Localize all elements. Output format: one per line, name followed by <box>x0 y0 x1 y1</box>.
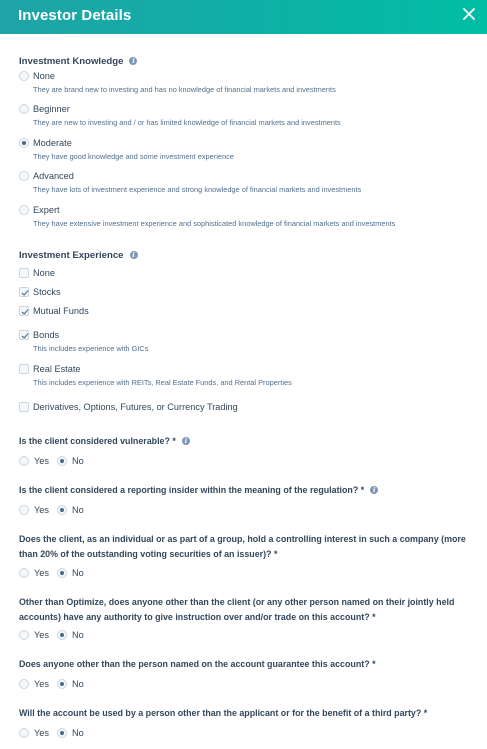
guarantee-yes-radio[interactable] <box>19 679 29 689</box>
question-reporting-insider-text: Is the client considered a reporting insider within the meaning of the regulation? * <box>19 485 365 495</box>
experience-checkbox-mutual-funds[interactable] <box>19 306 29 316</box>
third-party-use-yes-radio[interactable] <box>19 728 29 738</box>
question-vulnerable <box>19 434 469 449</box>
third-party-use-no-radio[interactable] <box>57 728 67 738</box>
investment-experience-label-text: Investment Experience <box>19 250 124 261</box>
experience-checkbox-bonds[interactable] <box>19 330 29 340</box>
experience-option-real-estate-desc: This includes experience with REITs, Real Estate Funds, and Rental Properties <box>33 378 292 387</box>
vulnerable-no-radio[interactable] <box>57 456 67 466</box>
checkmark-icon <box>21 332 29 340</box>
controlling-interest-yes-label: Yes <box>34 568 49 578</box>
checkmark-icon <box>21 289 29 297</box>
experience-checkbox-derivatives[interactable] <box>19 402 29 412</box>
experience-option-real-estate-label: Real Estate <box>33 364 81 374</box>
reporting-insider-yes-label: Yes <box>34 505 49 515</box>
knowledge-option-none-desc: They are brand new to investing and has no knowledge of financial markets and investments <box>33 85 336 94</box>
info-icon[interactable]: i <box>370 486 378 494</box>
experience-checkbox-none[interactable] <box>19 268 29 278</box>
knowledge-radio-advanced[interactable] <box>19 171 29 181</box>
knowledge-option-moderate-desc: They have good knowledge and some investment experience <box>33 152 234 161</box>
investment-experience-label <box>19 250 138 261</box>
info-icon[interactable]: i <box>182 437 190 445</box>
experience-option-none-label: None <box>33 268 55 278</box>
experience-checkbox-real-estate[interactable] <box>19 364 29 374</box>
investment-knowledge-label-text: Investment Knowledge <box>19 56 124 67</box>
knowledge-option-advanced-desc: They have lots of investment experience and strong knowledge of financial markets and investments <box>33 185 362 194</box>
modal-header <box>0 0 487 34</box>
knowledge-option-beginner-label: Beginner <box>33 104 70 114</box>
experience-option-mutual-funds-label: Mutual Funds <box>33 306 89 316</box>
modal-title: Investor Details <box>18 7 132 24</box>
knowledge-radio-expert[interactable] <box>19 205 29 215</box>
controlling-interest-no-radio[interactable] <box>57 568 67 578</box>
question-reporting-insider <box>19 483 469 498</box>
knowledge-option-none-label: None <box>33 71 55 81</box>
knowledge-option-beginner-desc: They are new to investing and / or has limited knowledge of financial markets and investments <box>33 118 341 127</box>
knowledge-radio-beginner[interactable] <box>19 104 29 114</box>
knowledge-option-expert-label: Expert <box>33 205 60 215</box>
experience-option-derivatives-label: Derivatives, Options, Futures, or Currency Trading <box>33 402 238 412</box>
third-party-authority-no-radio[interactable] <box>57 630 67 640</box>
guarantee-yes-label: Yes <box>34 679 49 689</box>
knowledge-radio-moderate[interactable] <box>19 138 29 148</box>
question-controlling-interest: Does the client, as an individual or as part of a group, hold a controlling interest in such a company (more than 20% of the outstanding voting securities of an issuer)? * <box>19 534 466 559</box>
experience-option-stocks-label: Stocks <box>33 287 61 297</box>
knowledge-option-advanced-label: Advanced <box>33 171 74 181</box>
close-icon[interactable] <box>459 4 479 24</box>
question-vulnerable-text: Is the client considered vulnerable? * <box>19 436 176 446</box>
info-icon[interactable]: i <box>130 251 138 259</box>
question-third-party-authority: Other than Optimize, does anyone other than the client (or any other person named on their jointly held accounts) have any authority to give instruction over and/or trade on this account? * <box>19 597 455 622</box>
vulnerable-yes-label: Yes <box>34 456 49 466</box>
knowledge-option-expert-desc: They have extensive investment experience and sophisticated knowledge of financial markets and investments <box>33 219 396 228</box>
third-party-authority-yes-label: Yes <box>34 630 49 640</box>
experience-checkbox-stocks[interactable] <box>19 287 29 297</box>
third-party-authority-no-label: No <box>72 630 84 640</box>
controlling-interest-yes-radio[interactable] <box>19 568 29 578</box>
knowledge-radio-none[interactable] <box>19 71 29 81</box>
vulnerable-no-label: No <box>72 456 84 466</box>
third-party-authority-yes-radio[interactable] <box>19 630 29 640</box>
reporting-insider-yes-radio[interactable] <box>19 505 29 515</box>
knowledge-option-moderate-label: Moderate <box>33 138 72 148</box>
investment-knowledge-label <box>19 56 137 67</box>
third-party-use-yes-label: Yes <box>34 728 49 738</box>
reporting-insider-no-radio[interactable] <box>57 505 67 515</box>
info-icon[interactable]: i <box>129 57 137 65</box>
question-third-party-use: Will the account be used by a person other than the applicant or for the benefit of a third party? * <box>19 708 428 718</box>
reporting-insider-no-label: No <box>72 505 84 515</box>
experience-option-bonds-label: Bonds <box>33 330 60 340</box>
guarantee-no-radio[interactable] <box>57 679 67 689</box>
checkmark-icon <box>21 308 29 316</box>
guarantee-no-label: No <box>72 679 84 689</box>
question-guarantee: Does anyone other than the person named on the account guarantee this account? * <box>19 659 376 669</box>
vulnerable-yes-radio[interactable] <box>19 456 29 466</box>
third-party-use-no-label: No <box>72 728 84 738</box>
experience-option-bonds-desc: This includes experience with GICs <box>33 344 149 353</box>
controlling-interest-no-label: No <box>72 568 84 578</box>
